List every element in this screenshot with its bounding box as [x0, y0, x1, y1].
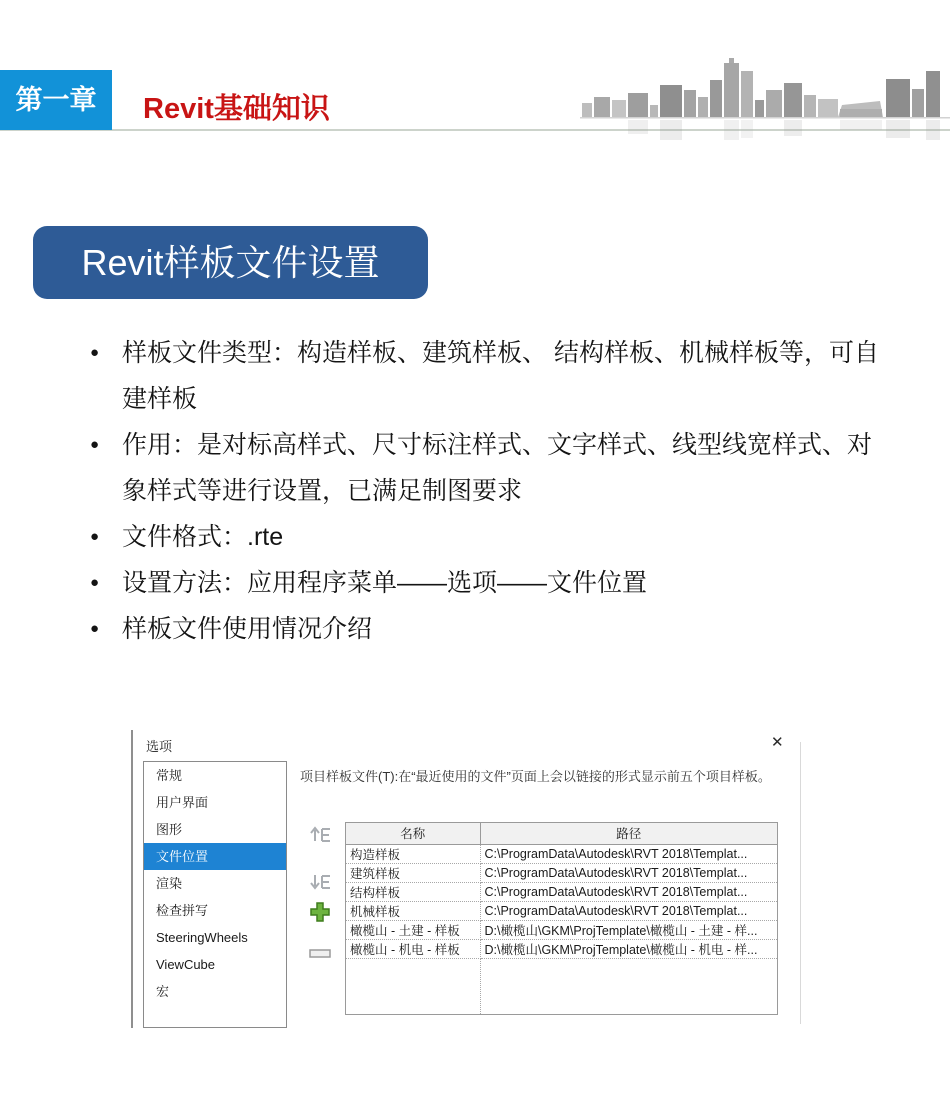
- table-row[interactable]: [346, 920, 777, 939]
- template-name-cell[interactable]: 橄榄山 - 机电 - 样板: [346, 939, 480, 958]
- template-path-cell[interactable]: C:\ProgramData\Autodesk\RVT 2018\Templat...: [480, 882, 777, 901]
- dialog-right-border: [800, 742, 801, 1024]
- list-item: [90, 422, 890, 514]
- bullet-text-line: 样板文件类型：构造样板、建筑样板、 结构样板、机械样板等，可自: [122, 339, 879, 367]
- template-name-cell[interactable]: 结构样板: [346, 882, 480, 901]
- skyline-buildings: [580, 58, 950, 119]
- sidebar-item-general[interactable]: 常规: [156, 768, 183, 783]
- section-title: Revit样板文件设置: [81, 242, 380, 283]
- dialog-sidebar: [143, 761, 287, 1028]
- sidebar-item-viewcube[interactable]: ViewCube: [156, 957, 216, 972]
- skyline-reflection: [628, 120, 940, 140]
- bullet-icon: ●: [90, 436, 100, 453]
- template-path-cell[interactable]: C:\ProgramData\Autodesk\RVT 2018\Templat...: [480, 863, 777, 882]
- template-path-cell[interactable]: D:\橄榄山\GKM\ProjTemplate\橄榄山 - 土建 - 样...: [480, 920, 777, 939]
- template-name-cell[interactable]: 建筑样板: [346, 863, 480, 882]
- bullet-icon: ●: [90, 620, 100, 637]
- bullet-text-line: 建样板: [122, 385, 198, 413]
- list-item: [90, 330, 890, 422]
- list-item: [90, 606, 890, 652]
- chapter-label: 第一章: [15, 85, 97, 115]
- bullet-text-line: 象样式等进行设置，已满足制图要求: [122, 477, 523, 505]
- table-row[interactable]: [346, 882, 777, 901]
- move-row-up-icon[interactable]: [309, 826, 333, 843]
- bullet-text-line: 文件格式：.rte: [122, 523, 284, 551]
- bullet-icon: ●: [90, 528, 100, 545]
- template-path-cell[interactable]: C:\ProgramData\Autodesk\RVT 2018\Templat...: [480, 844, 777, 863]
- close-icon[interactable]: ✕: [771, 734, 784, 751]
- dialog-left-border: [131, 730, 133, 1028]
- template-name-cell[interactable]: 构造样板: [346, 844, 480, 863]
- template-name-cell[interactable]: 橄榄山 - 土建 - 样板: [346, 920, 480, 939]
- bullet-icon: ●: [90, 574, 100, 591]
- template-list-toolbar: [309, 824, 337, 959]
- list-item: [90, 514, 890, 560]
- add-value-icon[interactable]: [309, 901, 331, 923]
- chapter-badge: [0, 70, 112, 130]
- table-header-row: [346, 823, 777, 844]
- bullet-text-line: 作用：是对标高样式、尺寸标注样式、文字样式、线型线宽样式、对: [122, 431, 873, 459]
- sidebar-item-spelling[interactable]: 检查拼写: [156, 903, 209, 918]
- sidebar-item-graphics[interactable]: 图形: [156, 822, 183, 837]
- bullet-text-line: 样板文件使用情况介绍: [122, 615, 373, 643]
- sidebar-item-steeringwheels[interactable]: SteeringWheels: [156, 930, 248, 945]
- table-row[interactable]: [346, 844, 777, 863]
- list-item: [90, 560, 890, 606]
- sidebar-item-file-locations[interactable]: 文件位置: [144, 843, 286, 870]
- sidebar-item-macros[interactable]: 宏: [156, 984, 170, 999]
- template-name-cell[interactable]: 机械样板: [346, 901, 480, 920]
- section-title-banner: [33, 226, 428, 299]
- column-header-path[interactable]: 路径: [480, 823, 777, 844]
- remove-value-icon[interactable]: [309, 949, 331, 959]
- sidebar-item-user-interface[interactable]: 用户界面: [156, 795, 209, 810]
- page-title: Revit基础知识: [143, 93, 330, 125]
- sidebar-item-rendering[interactable]: 渲染: [156, 876, 183, 891]
- bullet-text-line: 设置方法：应用程序菜单——选项——文件位置: [122, 569, 648, 597]
- table-empty-area: [346, 958, 777, 1014]
- column-header-name[interactable]: 名称: [346, 823, 480, 844]
- dialog-title: 选项: [146, 739, 173, 754]
- bullet-icon: ●: [90, 344, 100, 361]
- template-path-cell[interactable]: D:\橄榄山\GKM\ProjTemplate\橄榄山 - 机电 - 样...: [480, 939, 777, 958]
- table-row[interactable]: [346, 939, 777, 958]
- table-row[interactable]: [346, 901, 777, 920]
- move-row-down-icon[interactable]: [309, 873, 333, 890]
- dialog-description: 项目样板文件(T):在“最近使用的文件”页面上会以链接的形式显示前五个项目样板。: [300, 769, 771, 784]
- city-skyline-image: [580, 55, 950, 140]
- template-path-cell[interactable]: C:\ProgramData\Autodesk\RVT 2018\Templat...: [480, 901, 777, 920]
- table-row[interactable]: [346, 863, 777, 882]
- bullet-list: [90, 330, 890, 652]
- template-table: [345, 822, 778, 1015]
